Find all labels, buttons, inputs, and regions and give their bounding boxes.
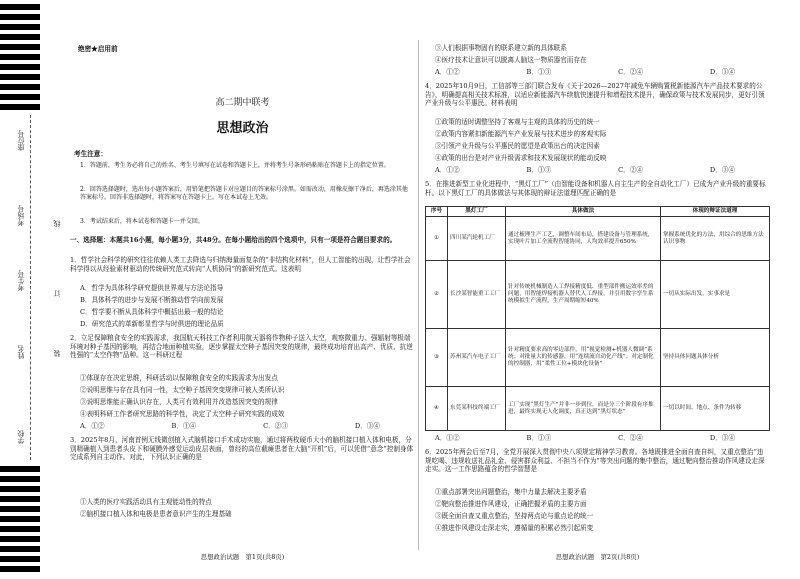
q4-item-3: ③引领产业升级与公平惠民的愿望是政策出台的决定因素 xyxy=(435,142,600,150)
q5-header-no: 序号 xyxy=(426,207,448,217)
row-factory: 长沙某智能重工工厂 xyxy=(448,261,506,329)
q3-item-1: ①人类的医疗实践活动具有主观能动性的特点 xyxy=(80,498,212,506)
bind-mark-ding: 订 xyxy=(53,290,61,297)
q3-choice-c[interactable]: C．②④ xyxy=(618,68,643,76)
q6-item-3: ③既全面自查又重点整治，坚持两点论与重点论的统一 xyxy=(435,512,594,520)
q3-choices xyxy=(435,68,755,77)
q3-choice-b[interactable]: B．①③ xyxy=(526,68,552,76)
row-no: ① xyxy=(426,217,448,261)
row-factory: 苏州某汽车电子工厂 xyxy=(448,329,506,387)
q3-stem: 3．2025年8月，河南首例无线微创植入式脑机接口手术成功实施，通过将两枚硬币大小的脑机接口植入体和电极，分别精确植入到患者头皮下和硬膜外感觉运动皮层表面，曾经的高位截瘫患者在大脑“开机”后，可以凭借“意念”控制身体完成系列自主动作。对此，下列认识正确的是 xyxy=(70,436,414,462)
table-row xyxy=(426,329,770,387)
seat-label: 座位号 xyxy=(17,130,25,151)
q2-item-1: ①体现存在决定思维，科研活动以保障粮食安全的实践需求为出发点 xyxy=(80,374,278,382)
q2-choices xyxy=(80,422,400,431)
q3-choice-d[interactable]: D．③④ xyxy=(709,68,735,76)
q1-option-b: B．具体科学的进步与发展不断推动哲学向前发展 xyxy=(80,296,224,304)
section-heading: 一、选择题：本题共16小题，每小题3分，共48分。在每小题给出的四个选项中，只有一项是符合题目要求的。 xyxy=(70,236,397,244)
q4-choice-a[interactable]: A．①② xyxy=(435,166,460,174)
footer-page-2: 思想政治试题 第2页(共8页) xyxy=(555,553,640,561)
row-practice: 针对精度要求高的零边部件，用“视觉检测+机器人微调”系统；对批量大的传感器，用“连续流自动化产线”；对定制化的控制器，用“柔性工位+模块化设备” xyxy=(506,329,661,387)
q5-choices xyxy=(435,434,755,443)
footer-page-1: 思想政治试题 第1页(共8页) xyxy=(200,553,285,561)
school-label: 学校 xyxy=(17,430,25,444)
row-principle: 坚持具体问题具体分析 xyxy=(661,329,770,387)
q6-item-1: ①重点部署突出问题整治，集中力量去解决主要矛盾 xyxy=(435,488,587,496)
name-label: 姓名 xyxy=(17,345,25,359)
q1-option-d: D．研究范式的革新彰显哲学与时俱进的理论品质 xyxy=(80,320,224,328)
q1-stem: 1．哲学社会科学的研究往往依赖人类工去降选与归纳海量面复杂的“非结构化材料”，但人工智能的出现，让哲学社会科学得以从经验素材驱动的传统研究范式转向“人机协同”的新研究范式。这表明 xyxy=(70,256,411,273)
q5-choice-d[interactable]: D．③④ xyxy=(709,434,735,442)
q5-stem: 5．在推进新型工业化进程中，“黑灯工厂”（由智能设备和机器人自主生产的全自动化工厂）已成为产业升级的重要标杆。以下黑灯工厂的具体做法与其体现的辩证法道理匹配正确的是 xyxy=(425,180,766,197)
q6-item-4: ④推进作风建设走深走实，遵循量的积累必然引起质变 xyxy=(435,524,594,532)
q4-choices xyxy=(435,166,755,175)
table-row xyxy=(426,387,770,431)
q5-header-factory: 黑灯工厂 xyxy=(448,207,506,217)
subject-title: 思想政治 xyxy=(216,121,269,136)
q5-table xyxy=(425,206,770,431)
q3-item-3: ③人们根据事物固有的联系建立新的具体联系 xyxy=(435,44,567,52)
q4-item-2: ②政策内容紧扣新能源汽车产业发展与技术进步的客观实际 xyxy=(435,130,607,138)
q5-table-header xyxy=(426,207,770,217)
secret-label: 绝密★启用前 xyxy=(78,45,118,53)
row-practice: 针对传统机械制造人工焊接精度低、重型部件搬运效率差的问题，用智能焊接机器人替代人工焊接，并引用数字孪生系统模拟生产流程，生产周期缩短40% xyxy=(506,261,661,329)
q1-option-c: C．哲学要不断从具体科学中概括出最一般的结论 xyxy=(80,308,224,316)
q2-item-2: ②说明思维与存在具有同一性，太空种子基因突变规律可被人类所认识 xyxy=(80,386,285,394)
q1-option-a: A．哲学为具体科学研究提供世界观与方法论指导 xyxy=(80,284,224,292)
row-no: ④ xyxy=(426,387,448,431)
q2-choice-a[interactable]: A．①② xyxy=(80,422,105,430)
notes-item-3: 3．考试结束后，将本试卷和答题卡一并交回。 xyxy=(80,218,204,225)
q2-choice-c[interactable]: C．②③ xyxy=(263,422,288,430)
notes-item-2: 2．回答选择题时，选出每小题答案后，用铅笔把答题卡对应题目的答案标号涂黑。如需改动，用橡皮擦干净后，再选涂其他答案标号。回答非选择题时，将答案写在答题卡上。写在本试卷上无效。 xyxy=(80,186,408,201)
q3-item-2: ②脑机接口植入体和电极是患者意识产生的生理基础 xyxy=(80,510,232,518)
notes-title: 考生注意： xyxy=(74,150,107,158)
row-no: ② xyxy=(426,261,448,329)
q4-choice-c[interactable]: C．②④ xyxy=(618,166,643,174)
q2-choice-d[interactable]: D．③④ xyxy=(354,422,380,430)
q4-choice-d[interactable]: D．③④ xyxy=(709,166,735,174)
q4-item-1: ①政策的适时调整坚持了客观与主观的具体的历史的统一 xyxy=(435,118,600,126)
q6-item-2: ②靶向整治推进作风建设，正确把握矛盾的主要方面 xyxy=(435,500,587,508)
q2-choice-b[interactable]: B．①④ xyxy=(171,422,197,430)
binding-line xyxy=(30,115,31,460)
q6-stem: 6．2025年两会后至7月，全党开展深入贯彻中央八项规定精神学习教育。各地既推进全面自查自纠，又重点整治“违规吃喝、违规收送礼品礼金、侵害群众利益、不担当不作为”等突出问题的集中整治，通过靶向整治推动作风建设走深走实。这一工作思路蕴含的哲学智慧是 xyxy=(425,448,765,474)
q2-item-3: ③说明思维能正确认识存在，人类可有效利用并改造基因突变的规律 xyxy=(80,398,278,406)
bind-mark-xian: 线 xyxy=(53,220,61,227)
q5-header-practice: 具体做法 xyxy=(506,207,661,217)
row-practice: 工厂实现“黑灯生产”并非一步到位，而是分三个阶段有序推进，最终实现无人化调度，真正达到“黑灯状态” xyxy=(506,387,661,431)
q4-choice-b[interactable]: B．①③ xyxy=(526,166,552,174)
row-no: ③ xyxy=(426,329,448,387)
q5-choice-c[interactable]: C．②④ xyxy=(618,434,643,442)
column-divider xyxy=(418,40,419,550)
row-factory: 四川某汽轮机工厂 xyxy=(448,217,506,261)
q4-item-4: ④政策的出台是对产业升级需求和技术发展现状的能动反映 xyxy=(435,154,607,162)
table-row xyxy=(426,261,770,329)
q5-choice-b[interactable]: B．①③ xyxy=(526,434,552,442)
exam-room-label: 考场号 xyxy=(17,205,25,226)
row-principle: 掌握系统优化的方法，用综合的思维方法认识事物 xyxy=(661,217,770,261)
q2-item-4: ④表明科研工作者研究思路的科学性，决定了太空种子研究实践的成效 xyxy=(80,410,285,418)
bind-mark-zhuang: 装 xyxy=(53,350,61,357)
table-row xyxy=(426,217,770,261)
row-practice: 通过梳理生产工艺，调整车间布局，搭建设备与管理系统，实现叶片加工全流程智能协同，人均效率提升650% xyxy=(506,217,661,261)
candidate-no-label: 考生号 xyxy=(17,270,25,291)
exam-name: 高二期中联考 xyxy=(215,98,270,108)
notes-item-1: 1．答题前，考生务必将自己的姓名、考生号填写在试卷和答题卡上，并将考生号条形码粘贴在答题卡上的指定位置。 xyxy=(80,162,390,169)
q3-choice-a[interactable]: A．①② xyxy=(435,68,460,76)
q4-stem: 4．2025年10月9日，工信部等三部门联合发布《关于2026—2027年减免车辆购置税新能源汽车产品技术要求的公告》，明确提高相关技术标准，以适应新能源汽车续航快速提升和增程技术提升，确保政策与技术发展同步，更好引领产业升级与公平惠民。材料表明 xyxy=(425,82,765,108)
q3-item-4: ④医疗技术让意识可以脱离人脑这一物质器官而存在 xyxy=(435,56,587,64)
q5-choice-a[interactable]: A．①② xyxy=(435,434,460,442)
q5-header-principle: 体现的辩证法道理 xyxy=(661,207,770,217)
row-factory: 东莞某科技终端工厂 xyxy=(448,387,506,431)
q2-stem: 2．立足保障粮食安全的实践需求，我国航天科技工作者利用航天器将作物种子送入太空，观察微重力、强辐射等极端环境对种子基因的影响，再结合地面种植实验，逐步掌握太空种子基因突变的规律，最终成功培育出高产、优质、抗逆性强的“太空作物”品种。这一科研过程 xyxy=(70,334,413,360)
row-principle: 一切以时间、地点、条件为转移 xyxy=(661,387,770,431)
row-principle: 一切从实际出发，实事求是 xyxy=(661,261,770,329)
